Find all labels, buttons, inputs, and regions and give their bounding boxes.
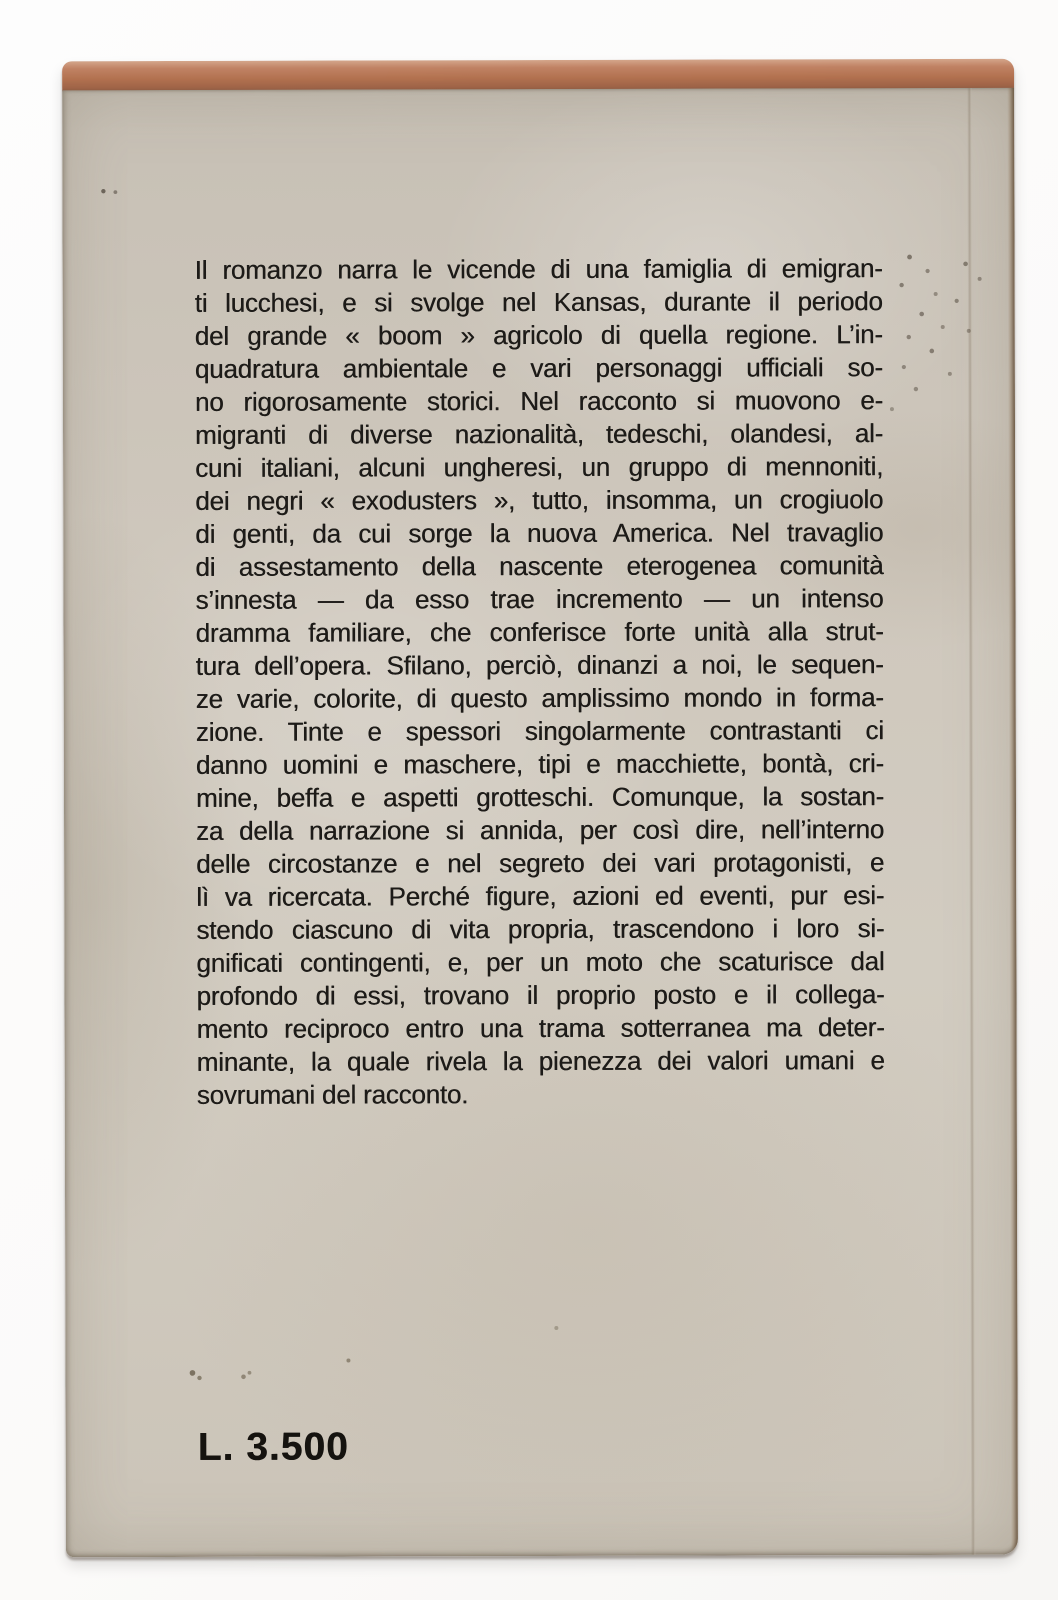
cover-surface bbox=[62, 88, 1018, 1557]
blurb-line: profondo di essi, trovano il proprio posto e il collega- bbox=[196, 979, 885, 1011]
cover-crease-line bbox=[967, 88, 976, 1555]
blurb-line: no rigorosamente storici. Nel racconto si muovono e- bbox=[194, 385, 883, 417]
blurb-line: lì va ricercata. Perché figure, azioni ed eventi, pur esi- bbox=[196, 880, 885, 912]
blurb-line: minante, la quale rivela la pienezza dei valori umani e bbox=[196, 1045, 885, 1077]
blurb-line: danno uomini e maschere, tipi e macchiette, bontà, cri- bbox=[195, 748, 884, 780]
price-label: L. 3.500 bbox=[197, 1425, 349, 1469]
blurb-line: za della narrazione si annida, per così dire, nell’interno bbox=[196, 814, 885, 846]
blurb-line: s’innesta — da esso trae incremento — un intenso bbox=[195, 583, 884, 615]
blurb-line: dramma familiare, che conferisce forte unità alla strut- bbox=[195, 616, 884, 648]
blurb-line: delle circostanze e nel segreto dei vari protagonisti, e bbox=[196, 847, 885, 879]
blurb-text bbox=[195, 252, 885, 1112]
blurb-line: di assestamento della nascente eterogenea comunità bbox=[195, 550, 884, 582]
blurb-line: di genti, da cui sorge la nuova America. Nel travaglio bbox=[195, 517, 884, 549]
blurb-line: ti lucchesi, e si svolge nel Kansas, durante il periodo bbox=[194, 286, 883, 318]
blurb-line: quadratura ambientale e vari personaggi ufficiali so- bbox=[194, 352, 883, 384]
blurb-line: zione. Tinte e spessori singolarmente contrastanti ci bbox=[195, 715, 884, 747]
blurb-line: migranti di diverse nazionalità, tedeschi, olandesi, al- bbox=[194, 418, 884, 450]
book-back-cover bbox=[62, 59, 1018, 1557]
blurb-line: tura dell’opera. Sfilano, perciò, dinanzi a noi, le sequen- bbox=[195, 649, 884, 681]
blurb-line: del grande « boom » agricolo di quella regione. L’in- bbox=[194, 319, 883, 351]
blurb-line: Il romanzo narra le vicende di una famiglia di emigran- bbox=[194, 253, 883, 285]
blurb-line: mine, beffa e aspetti grotteschi. Comunque, la sostan- bbox=[195, 781, 885, 813]
blurb-line: mento reciproco entro una trama sotterranea ma deter- bbox=[196, 1012, 885, 1044]
speckle-marks bbox=[62, 90, 64, 92]
blurb-line: cuni italiani, alcuni ungheresi, un gruppo di mennoniti, bbox=[195, 451, 884, 483]
blurb-line: sovrumani del racconto. bbox=[196, 1079, 469, 1110]
blurb-line: stendo ciascuno di vita propria, trascendono i loro si- bbox=[196, 913, 885, 945]
book-fore-edge bbox=[1007, 88, 1018, 1555]
blurb-line: dei negri « exodusters », tutto, insomma, un crogiuolo bbox=[195, 484, 884, 516]
blurb-line: ze varie, colorite, di questo amplissimo mondo in forma- bbox=[195, 682, 884, 714]
blurb-line: gnificati contingenti, e, per un moto che scaturisce dal bbox=[196, 946, 885, 978]
